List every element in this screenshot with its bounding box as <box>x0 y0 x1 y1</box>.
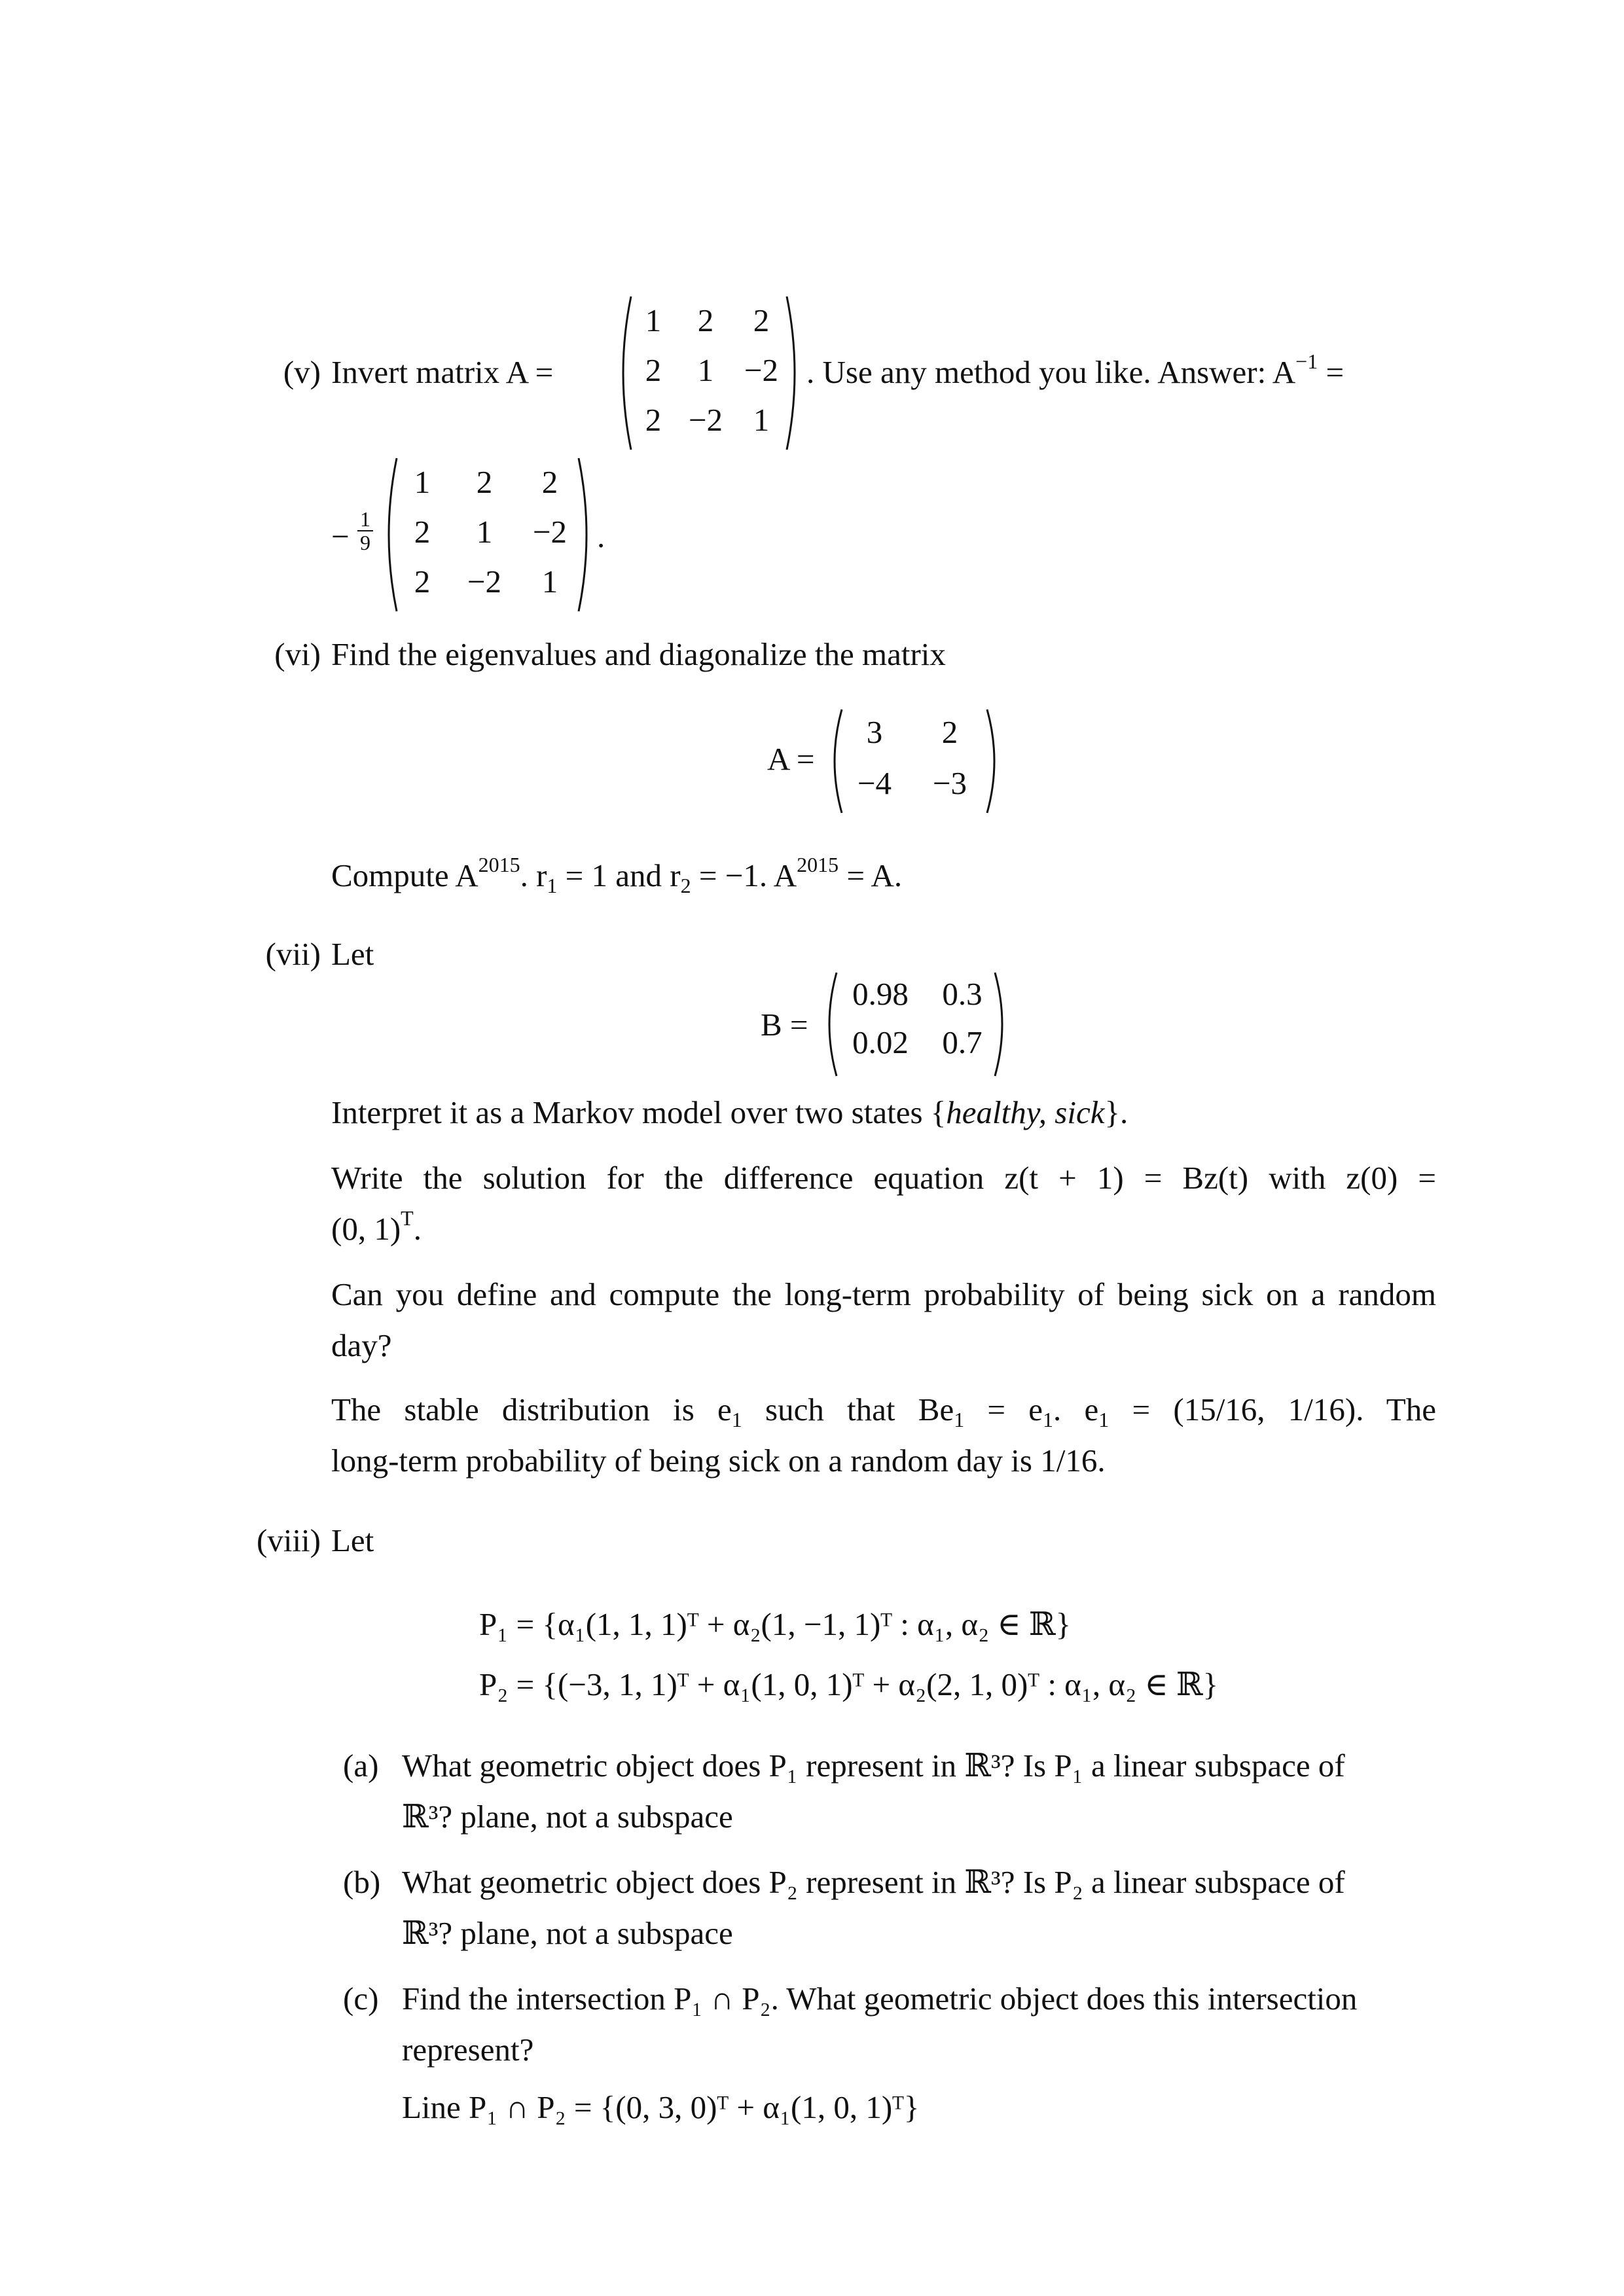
compute-text: Compute A <box>331 857 478 893</box>
item-v-after <box>806 346 1344 398</box>
item-vii-mat-prefix: B = <box>761 1007 808 1043</box>
matrix-a-v-cell: −2 <box>744 352 779 388</box>
matrix-a-v <box>614 291 804 455</box>
item-vi-label: (vi) <box>274 636 321 672</box>
stable-distribution-line1 <box>331 1384 1436 1435</box>
matrix-inv-cell: 2 <box>414 514 431 550</box>
subscript: 1 <box>731 1408 742 1431</box>
difference-equation-line2 <box>331 1203 422 1255</box>
matrix-inv-cell: −2 <box>467 564 502 600</box>
difference-equation-line1: Write the solution for the difference equation z(t + 1) = Bz(t) with z(0) = <box>331 1160 1436 1196</box>
sub-c-line1: Find the intersection P₁ ∩ P₂. What geometric object does this intersection <box>402 1981 1358 2017</box>
period: . <box>413 1211 422 1247</box>
matrix-a-vi <box>826 706 1003 817</box>
matrix-b-cell: 0.3 <box>942 976 983 1012</box>
answer-text: = A. <box>839 857 903 893</box>
matrix-inv-cell: 2 <box>476 464 493 500</box>
set-p2-definition: P₂ = {(−3, 1, 1)ᵀ + α₁(1, 0, 1)ᵀ + α₂(2, 1, 0)ᵀ : α₁, α₂ ∈ ℝ} <box>479 1666 1219 1702</box>
stable-text: = e <box>964 1391 1043 1427</box>
matrix-a-v-cell: 2 <box>645 352 662 388</box>
matrix-a-vi-cell: 3 <box>866 714 883 750</box>
answer-text: = 1 and r <box>557 857 681 893</box>
item-vii-let: Let <box>331 936 374 972</box>
matrix-a-v-cell: 2 <box>645 402 662 438</box>
matrix-a-vi-cell: 2 <box>941 714 958 750</box>
sub-c-line3: Line P₁ ∩ P₂ = {(0, 3, 0)ᵀ + α₁(1, 0, 1)ᵀ} <box>402 2089 920 2125</box>
item-v-eq: = <box>1326 354 1344 390</box>
stable-text: . e <box>1053 1391 1099 1427</box>
r2-subscript: 2 <box>680 874 691 897</box>
matrix-inv-cell: 1 <box>476 514 493 550</box>
stable-distribution-line2: long-term probability of being sick on a random day is 1/16. <box>331 1443 1106 1479</box>
matrix-inv-cell: 1 <box>414 464 431 500</box>
sub-a-label: (a) <box>343 1748 379 1784</box>
markov-interpretation <box>331 1086 1128 1138</box>
fraction-numerator: 1 <box>357 508 373 531</box>
power-superscript: 2015 <box>797 853 839 876</box>
answer-coef-fraction <box>357 508 373 554</box>
subscript: 1 <box>1043 1408 1054 1431</box>
matrix-b <box>821 969 1011 1080</box>
stable-text: = (15/16, 1/16). The <box>1109 1391 1436 1427</box>
matrix-a-v-cell: 2 <box>697 302 714 338</box>
matrix-b-cell: 0.02 <box>852 1024 909 1060</box>
sub-a-line1: What geometric object does P₁ represent in ℝ³? Is P₁ a linear subspace of <box>402 1748 1345 1784</box>
subscript: 1 <box>1098 1408 1110 1431</box>
matrix-inv-cell: 2 <box>541 464 558 500</box>
interpret-text: }. <box>1104 1094 1128 1130</box>
matrix-a-v-cell: 1 <box>697 352 714 388</box>
subscript: 1 <box>954 1408 965 1431</box>
item-vi-text: Find the eigenvalues and diagonalize the matrix <box>331 636 946 672</box>
matrix-inv-cell: 1 <box>541 564 558 600</box>
matrix-inv-cell: 2 <box>414 564 431 600</box>
transpose-superscript: T <box>401 1206 414 1230</box>
matrix-a-v-cell: 1 <box>645 302 662 338</box>
sub-c-line2: represent? <box>402 2032 534 2068</box>
matrix-a-v-cell: −2 <box>688 402 723 438</box>
set-p1-definition: P₁ = {α₁(1, 1, 1)ᵀ + α₂(1, −1, 1)ᵀ : α₁, α₂ ∈ ℝ} <box>479 1606 1072 1642</box>
matrix-a-vi-cell: −3 <box>932 765 967 801</box>
answer-text: = −1. A <box>691 857 797 893</box>
matrix-b-cell: 0.98 <box>852 976 909 1012</box>
matrix-a-vi-cell: −4 <box>857 765 892 801</box>
item-vi-compute <box>331 850 902 901</box>
item-v-prefix: Invert matrix A = <box>331 354 554 390</box>
answer-text: . r <box>520 857 547 893</box>
inverse-superscript: −1 <box>1295 350 1318 373</box>
matrix-a-v-cell: 1 <box>753 402 770 438</box>
item-vi-mat-prefix: A = <box>767 741 815 777</box>
sub-c-label: (c) <box>343 1981 379 2017</box>
long-term-question-line1: Can you define and compute the long-term probability of being sick on a random <box>331 1276 1436 1312</box>
sub-b-line1: What geometric object does P₂ represent in ℝ³? Is P₂ a linear subspace of <box>402 1864 1345 1900</box>
long-term-question-line2: day? <box>331 1327 392 1363</box>
item-v-label: (v) <box>283 354 321 390</box>
sub-b-line2: ℝ³? plane, not a subspace <box>402 1915 733 1951</box>
fraction-denominator: 9 <box>360 531 370 554</box>
item-viii-let: Let <box>331 1522 374 1558</box>
stable-text: The stable distribution is e <box>331 1391 732 1427</box>
item-viii-label: (viii) <box>257 1522 321 1558</box>
initial-value: (0, 1) <box>331 1211 401 1247</box>
answer-period: . <box>597 518 605 554</box>
item-vii-label: (vii) <box>265 936 321 972</box>
matrix-a-inverse <box>380 453 596 617</box>
power-superscript: 2015 <box>478 853 520 876</box>
interpret-text: Interpret it as a Markov model over two states { <box>331 1094 947 1130</box>
matrix-b-cell: 0.7 <box>942 1024 983 1060</box>
answer-coef-minus: − <box>331 518 350 554</box>
item-v-after-text: . Use any method you like. Answer: A <box>806 354 1296 390</box>
matrix-inv-cell: −2 <box>532 514 568 550</box>
stable-text: such that Be <box>742 1391 954 1427</box>
sub-b-label: (b) <box>343 1864 381 1900</box>
item-v-prompt <box>331 346 553 398</box>
r1-subscript: 1 <box>547 874 558 897</box>
sub-a-line2: ℝ³? plane, not a subspace <box>402 1799 733 1835</box>
matrix-a-v-cell: 2 <box>753 302 770 338</box>
states-set: healthy, sick <box>946 1094 1105 1130</box>
